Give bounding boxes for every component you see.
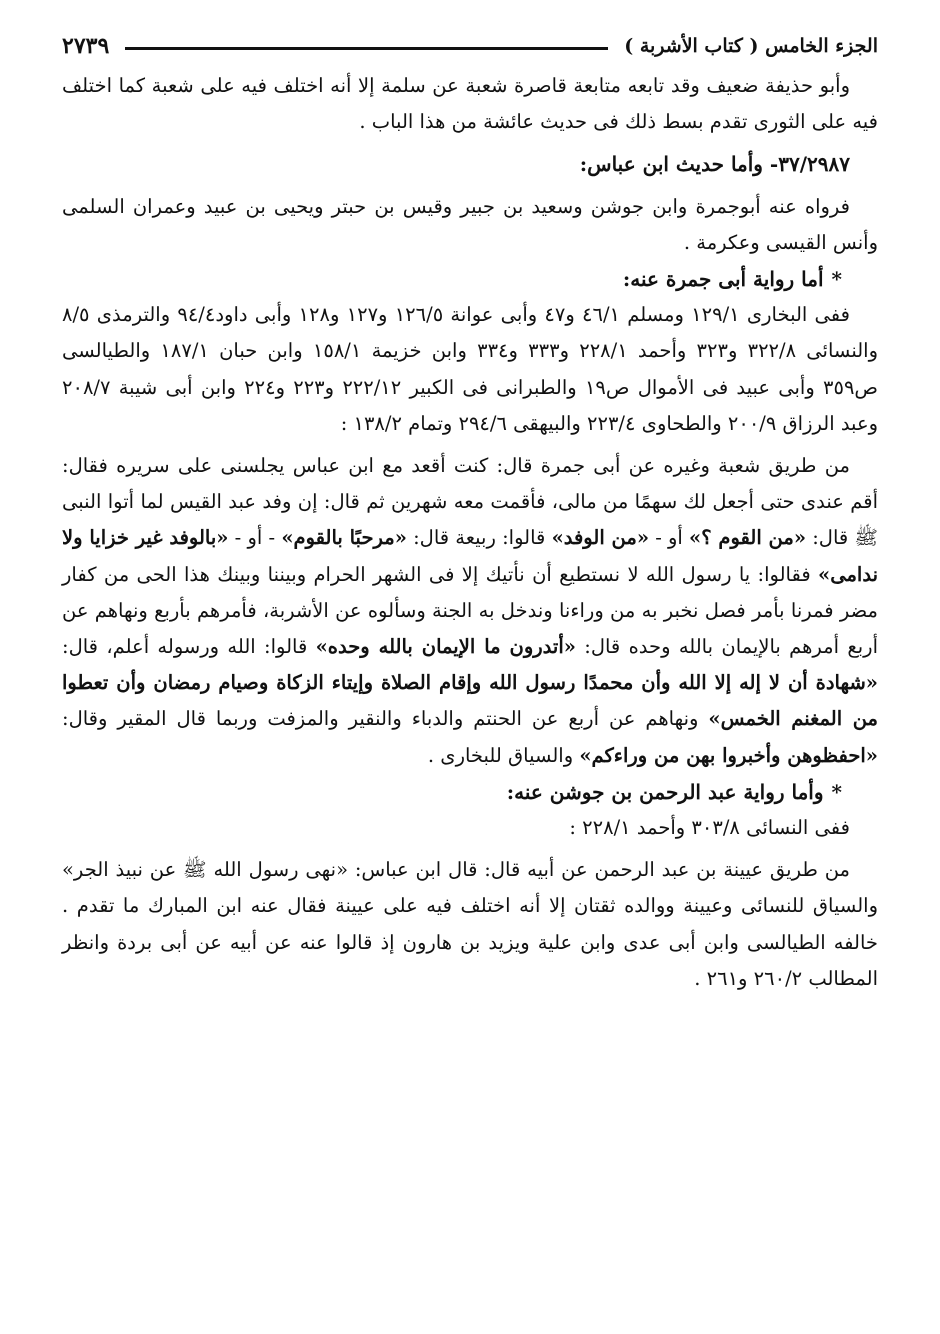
paragraph-sources-2: ففى النسائى ٣٠٣/٨ وأحمد ٢٢٨/١ : [569, 816, 850, 840]
hadith-heading: ٣٧/٢٩٨٧- وأما حديث ابن عباس: [579, 152, 850, 177]
paragraph-hadith-text [62, 448, 878, 774]
page-number: ٢٧٣٩ [62, 33, 110, 59]
paragraph-ibn-jawshan-text: من طريق عيينة بن عبد الرحمن عن أبيه قال: قال ابن عباس: «نهى رسول الله ﷺ عن نبيذ الجر» والسياق للنسائى وعيينة ووالده ثقتان إلا أنه اختلف فيه على عيينة فقال عنه ابن المبارك ما تقدم . خالفه الطيالسى وابن أبى عدى وابن علية ويزيد بن هارون إذ قالوا عنه عن أبيه عن أبى بردة وانظر المطالب ٢٦٠/٢ و٢٦١ . [62, 858, 878, 990]
paragraph-intro: وأبو حذيفة ضعيف وقد تابعه متابعة قاصرة شعبة عن سلمة إلا أنه اختلف فيه على شعبة كما اختلف فيه على الثورى تقدم بسط ذلك فى حديث عائشة من هذا الباب . [62, 74, 878, 134]
subheading-text: أما رواية أبى جمرة عنه: [622, 267, 824, 292]
header-title: الجزء الخامس ( كتاب الأشربة ) [624, 35, 878, 57]
bullet-mark: * [831, 779, 842, 804]
narration-text: فقالوا: يا رسول الله لا نستطيع أن نأتيك إلا فى الشهر الحرام وبيننا وبينك هذا الحى من كفار مضر فمرنا بأمر فصل نخبر به من وراءنا وندخل به الجنة وسألوه عن الأشربة، فأمرهم بأربع ونهاهم عن أربع أمرهم بالإيمان بالله وحده قال: [62, 562, 879, 659]
subheading-ibn-jawshan [62, 774, 842, 810]
paragraph-sources-1: ففى البخارى ١٢٩/١ ومسلم ٤٦/١ و٤٧ وأبى عوانة ١٢٦/٥ و١٢٧ و١٢٨ وأبى داود٩٤/٤ والترمذى ٨/٥ والنسائى ٣٢٢/٨ و٣٢٣ وأحمد ٢٢٨/١ و٣٣٣ و٣٣٤ وابن خزيمة ١٥٨/١ وابن حبان ١٨٧/١ والطيالسى ص٣٥٩ وأبى عبيد فى الأموال ص١٩ والطبرانى فى الكبير ٢٢٢/١٢ و٢٢٣ و٢٢٤ وابن أبى شيبة ٢٠٨/٧ وعبد الرزاق ٢٠٠/٩ والطحاوى ٢٢٣/٤ والبيهقى ٢٩٤/٦ وتمام ١٣٨/٢ : [62, 303, 878, 435]
quote-text: «أتدرون ما الإيمان بالله وحده» [315, 635, 576, 659]
quote-text: «مرحبًا بالقوم» [281, 526, 407, 550]
narration-text: ونهاهم عن أربع عن الحنتم والدباء والنقير والمزفت وربما قال المقير وقال: [62, 707, 709, 731]
paragraph-narrators: فرواه عنه أبوجمرة وابن جوشن وسعيد بن جبير وقيس بن حبتر ويحيى بن عبيد وعمران السلمى وأنس القيسى وعكرمة . [62, 194, 878, 254]
bullet-mark: * [831, 267, 842, 292]
quote-text: «احفظوهن وأخبروا بهن من وراءكم» [579, 743, 878, 767]
subheading-text: وأما رواية عبد الرحمن بن جوشن عنه: [506, 779, 824, 804]
quote-text: «بالوفد غير خزايا ولا ندامى» [62, 526, 878, 586]
narration-text: قالوا: ربيعة قال: [406, 526, 552, 550]
header-rule [125, 47, 608, 50]
quote-text: «من القوم ؟» [689, 526, 807, 550]
running-header [62, 28, 878, 64]
narration-text: - أو - [228, 526, 282, 550]
quote-text: «شهادة أن لا إله إلا الله وأن محمدًا رسول الله وإقام الصلاة وإيتاء الزكاة وصيام رمضان وأن تعطوا من المغنم الخمس» [62, 671, 878, 731]
narration-text: والسياق للبخارى . [427, 743, 580, 767]
narration-text: من طريق شعبة وغيره عن أبى جمرة قال: كنت أقعد مع ابن عباس يجلسنى على سريره فقال: أقم عندى حتى أجعل لك سهمًا من مالى، فأقمت معه شهرين ثم قال: إن وفد عبد القيس لما أتوا النبى ﷺ قال: [62, 454, 878, 550]
quote-text: «من الوفد» [551, 526, 650, 550]
narration-text: أو - [649, 526, 690, 550]
narration-text: قالوا: الله ورسوله أعلم، قال: [62, 635, 316, 659]
subheading-abu-jamra [62, 261, 842, 297]
page-body [62, 68, 878, 997]
